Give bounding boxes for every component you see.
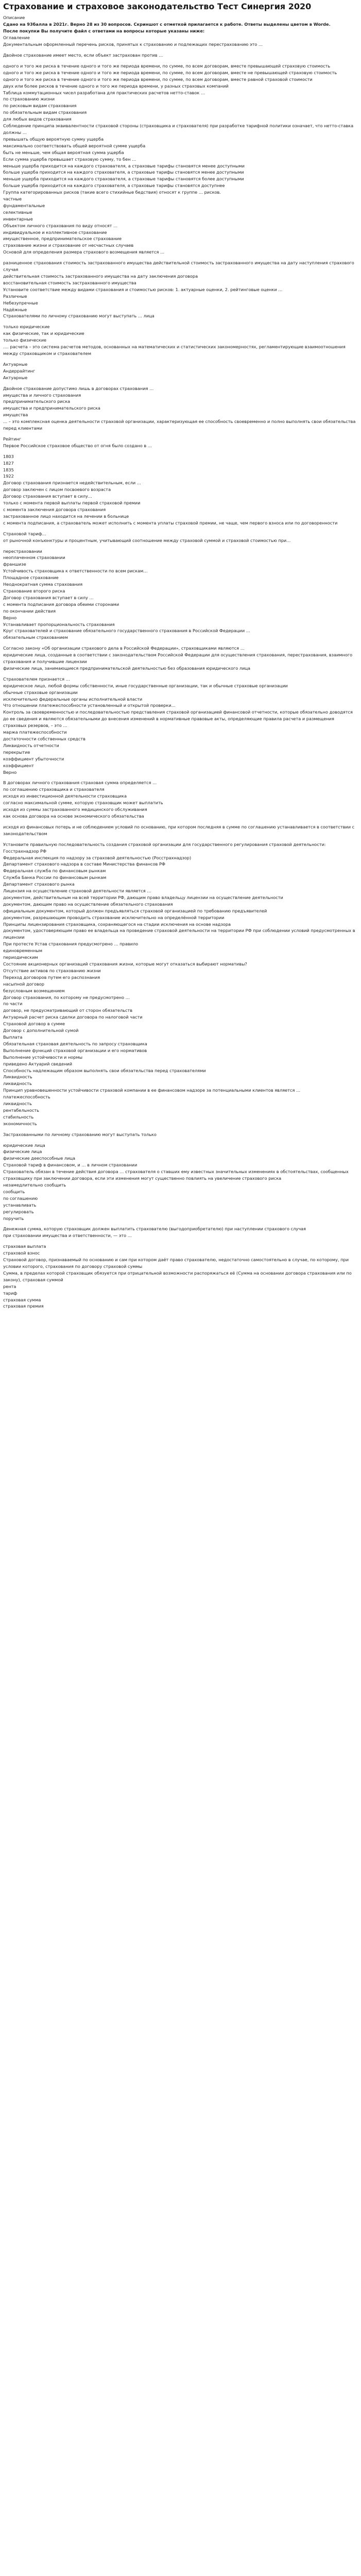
list-item: официальным документом, который должен предъявляться страховой организацией по требованию предъявителей <box>3 908 267 913</box>
list-item: меньше ущерба приходится на каждого страхователя, а страховые тарифы становятся менее доступными <box>3 163 245 168</box>
spacer <box>3 357 358 361</box>
list-item: имущества <box>3 412 28 418</box>
list-item: больше ущерба приходится на каждого страхователя, а страховые тарифы становятся менее доступными <box>3 170 244 175</box>
list-item: Состояние акционерных организаций страхования жизни, которые могут отказаться выбирают нормативы? <box>3 961 247 967</box>
list-item: Переход договоров путем его распознания <box>3 974 100 980</box>
list-item: Служба Банка России по финансовым рынкам <box>3 875 107 880</box>
page-title: Страхование и страховое законодательство Тест Синергия 2020 <box>3 2 312 11</box>
list-item: поручить <box>3 1215 24 1221</box>
list-item: согласно максимальной сумме, которую страховщик может выплатить <box>3 800 163 806</box>
list-item: страховая выплата <box>3 1244 46 1249</box>
list-item: физические лица, занимающиеся предпринимательской деятельностью без образования юридического лица <box>3 665 251 671</box>
spacer <box>3 527 358 531</box>
spacer <box>3 48 358 52</box>
list-item: Принцип уравновешенности устойчивости страховой компании в ее финансовом надзоре за потенциальными клиентов является … <box>3 1088 301 1093</box>
list-item: Устойчивость страховщика к ответственности по всем рискам… <box>3 568 148 574</box>
list-item: рента <box>3 1283 16 1289</box>
spacer <box>3 837 358 841</box>
list-item: Застрахованными по личному страхованию могут выступать только <box>3 1131 157 1137</box>
list-item: Договор страхования признается недействительным, если … <box>3 480 141 486</box>
list-item: документом, удостоверяющим право ее владельца на проведение страховой деятельности на территории РФ при соблюдении условий предусмотренных в лицензии <box>3 928 357 940</box>
list-item: Выполнение функций страховой организации и его нормативов <box>3 1047 147 1053</box>
list-item: перестраховании <box>3 548 42 554</box>
intro-line: Документальным оформленный перечень рисков, принятых к страхованию и подлежащих перестрахованию это … <box>3 42 263 47</box>
intro-line: Описание <box>3 15 25 20</box>
list-item: исходя из финансовых потерь и не соблюдением условий по основанию, при котором последняя в сумме по соглашению устанавливается в соответствии с законодательством <box>3 824 356 836</box>
list-item: Установите соответствие между видами страхования и стоимостью рисков: 1. актуарные оценки, 2. рейтинговые оценки … <box>3 286 283 292</box>
list-item: Небезупречные <box>3 300 38 306</box>
questions-list <box>3 48 358 1310</box>
list-item: Актуарные <box>3 375 28 380</box>
intro-block <box>3 14 358 48</box>
list-item: периодическим <box>3 955 38 960</box>
list-item: физические дееспособные лица <box>3 1156 76 1161</box>
list-item: ликвидность <box>3 1101 32 1107</box>
list-item: физические лица <box>3 1149 42 1155</box>
list-item: Договор с дополнительной сумой <box>3 1028 79 1033</box>
list-item: экономичность <box>3 1121 37 1126</box>
list-item: Страхование второго риска <box>3 588 65 594</box>
list-item: как основа договора на основе экономического обязательства <box>3 813 144 819</box>
list-item: Площадное страхование <box>3 575 59 581</box>
list-item: рентабельность <box>3 1107 39 1113</box>
list-item: превышать общую вероятную сумму ущерба <box>3 136 104 142</box>
list-item: приведено Актуарий сведений <box>3 1061 73 1066</box>
list-item: Федеральная служба по финансовым рынкам <box>3 868 106 874</box>
spacer <box>3 381 358 385</box>
list-item: обязательным страхованием <box>3 635 68 640</box>
list-item: по окончании действия <box>3 608 56 614</box>
list-item: по обязательным видам страхования <box>3 110 87 115</box>
list-item: При протесте Устав страхования предусмотрено … правило <box>3 941 139 947</box>
spacer <box>3 256 358 260</box>
spacer <box>3 59 358 63</box>
list-item: юридические лица <box>3 1142 45 1148</box>
intro-line: Оглавление <box>3 35 30 40</box>
list-item: по соглашению страховщика и страхователя <box>3 787 105 792</box>
list-item: Страховой тариф в финансовом, и … в личном страховании <box>3 1162 137 1168</box>
list-item: по части <box>3 1001 23 1007</box>
list-item: Двойное страхование допустимо лишь в договорах страхования … <box>3 385 154 391</box>
list-item: Ликвидность <box>3 1074 32 1080</box>
spacer <box>3 1138 358 1142</box>
spacer <box>3 641 358 645</box>
list-item: Департамент страхового надзора в составе Министерства финансов РФ <box>3 861 165 867</box>
list-item: Обязательная страховая деятельность по запросу страховщика <box>3 1041 147 1046</box>
spacer <box>3 820 358 824</box>
list-item: имущества и предпринимательского риска <box>3 405 100 411</box>
list-item: Отсутствие активов по страхованию жизни <box>3 968 101 973</box>
list-item: Неоднократная сумма страхования <box>3 582 83 587</box>
list-item: Андеррайтинг <box>3 368 36 374</box>
list-item: с момента подписания договора обеими сторонами <box>3 601 119 607</box>
list-item: двух или более рисков в течение одного и того же периода времени, у разных страховых компаний <box>3 83 229 89</box>
list-item: Надёжные <box>3 307 27 312</box>
list-item: Принципы лицензирования страховщика, сохраняющегося на стадии исключения на основе надзора <box>3 921 231 927</box>
list-item: Актуарный расчет риска сделки договора по налоговой части <box>3 1014 143 1020</box>
list-item: Лицензия на осуществление страховой деятельности является … <box>3 888 151 894</box>
list-item: индивидуальное и коллективное страхование <box>3 229 107 235</box>
list-item: незамедлительно сообщить <box>3 1182 66 1188</box>
list-item: франшизе <box>3 562 26 567</box>
list-item: исходя из суммы застрахованного медицинского обслуживания <box>3 807 147 812</box>
list-item: страховая премия <box>3 1303 44 1309</box>
list-item: договор заключен с лицом посвоевого возраста <box>3 487 111 493</box>
list-item: Департамент страхового рынка <box>3 882 75 887</box>
list-item: по рисковым видам страхования <box>3 103 77 109</box>
spacer <box>3 544 358 548</box>
list-item: одного и того же риска в течение одного и того же периода времени, по сумме, по всем договорам, вместе превышающей страховую стоимость <box>3 63 331 69</box>
list-item: действительная стоимость застрахованного имущества на дату заключения договора <box>3 274 198 279</box>
list-item: застрахованное лицо находится на лечении в больнице <box>3 513 129 519</box>
spacer <box>3 775 358 779</box>
list-item: восстановительная стоимость застрахованного имущества <box>3 280 136 285</box>
list-item: исходя из инвестиционной деятельности страховщика <box>3 793 127 799</box>
list-item: сообщить <box>3 1189 25 1194</box>
list-item: Актуарные <box>3 361 28 367</box>
spacer <box>3 319 358 324</box>
list-item: инвентарные <box>3 216 33 222</box>
list-item: Основой для определения размера страхового возмещения является … <box>3 249 165 255</box>
list-item: … – это комплексная оценка деятельности страховой организации, характеризующая ее способность своевременно и полно выполнять свои обязательства перед клиентами <box>3 419 357 431</box>
list-item: маржа платежеспособности <box>3 730 67 735</box>
list-item: по соглашению <box>3 1195 38 1201</box>
list-item: меньше ущерба приходится на каждого страхователя, а страховые тарифы становятся более доступными <box>3 176 244 182</box>
list-item: Таблица коммутационных чисел разработана для практических расчетов нетто-ставок … <box>3 90 205 95</box>
list-item: ликвидность <box>3 1081 32 1087</box>
list-item: Круг страхователей и страхование обязательного государственного страхования в Российской Федерации … <box>3 628 250 634</box>
list-item: Выполнение устойчивости и нормы <box>3 1054 83 1060</box>
list-item: Страховой договор в сумме <box>3 1021 65 1027</box>
list-item: 1827 <box>3 460 14 466</box>
list-item: юридические лица, созданные в соответствии с законодательством Российской Федерации для осуществления страхования, перестрахования, взаимного страхования и получившие лицензии <box>3 652 354 665</box>
list-item: Договор страхования вступает в силу… <box>3 494 92 499</box>
spacer <box>3 432 358 436</box>
list-item: Способность надлежащим образом выполнять свои обязательства перед страхователями <box>3 1067 206 1073</box>
list-item: устанавливать <box>3 1202 37 1208</box>
intro-line: После покупки Вы получите файл с ответами на вопросы которые указаны ниже: <box>3 28 205 33</box>
list-item: безусловным возмещением <box>3 988 65 993</box>
list-item: Ликвидность отчетности <box>3 742 59 748</box>
list-item: перекрытие <box>3 749 30 755</box>
list-item: исключительно федеральные органы исполнительной власти <box>3 696 143 702</box>
list-item: Страховой тариф… <box>3 531 46 536</box>
list-item: Если сумма ущерба превышает страховую сумму, то бен … <box>3 156 136 162</box>
list-item: достаточности собственных средств <box>3 736 85 741</box>
list-item: фундаментальные <box>3 202 45 208</box>
list-item: только физические <box>3 337 47 343</box>
list-item: имущественное, предпринимательское страхование <box>3 236 122 242</box>
list-item: Группа категорированных рисков (такие всего стихийные бедствия) относят к группе … рисков. <box>3 190 221 195</box>
list-item: Страхователь обязан в течение действия договора … страхователя о ставших ему известных значительных изменениях в обстоятельствах, сообщенных страховщику при заключении договора, если эти изменения могут существенно повлиять на увеличение страхового риска <box>3 1169 350 1181</box>
list-item: от рыночной конъюнктуры и процентным, учитывающий соотношение между страховой суммой и страховой стоимостью при… <box>3 537 291 543</box>
list-item: по страхованию жизни <box>3 96 55 102</box>
list-item: 1803 <box>3 453 14 459</box>
list-item: страхование жизни и страхование от несчастных случаев <box>3 243 134 248</box>
list-item: Сумма, в пределах которой страховщик обязуется при отрицательной возможности распоряжаться её (Сумма на основании договора страхования или по закону), страховая суммой <box>3 1270 353 1282</box>
list-item: больше ущерба приходится на каждого страхователя, а страховые тарифы становятся доступнее <box>3 183 225 189</box>
list-item: неоплаченном страховании <box>3 555 65 561</box>
list-item: Различные <box>3 293 27 299</box>
list-item: одного и того же риска в течение одного и того же периода времени, по сумме, по всем договорам, вместе не превышающей страховую стоимость <box>3 70 337 75</box>
list-item: В договорах личного страхования страховая сумма определяется … <box>3 780 157 786</box>
list-item: Рейтинг <box>3 436 22 442</box>
list-item: Договор страхования, по которому не предусмотрено … <box>3 994 130 1000</box>
list-item: документом, дающим право на осуществление обязательного страхования <box>3 901 173 907</box>
list-item: обычные страховые организации <box>3 689 78 695</box>
list-item: Выплата <box>3 1034 23 1040</box>
list-item: Первое Российское страховое общество от огня было создано в … <box>3 443 152 448</box>
list-item: имущества и личного страхования <box>3 392 81 398</box>
list-item: платежеспособность <box>3 1094 50 1100</box>
list-item: одного и того же риска в течение одного и того же периода времени, по сумме, по всем договорам, вместе равной страховой стоимости <box>3 76 313 82</box>
list-item: Соблюдение принципа эквивалентности страховой стороны (страховщика и страхователя) при разработке тарифной политики означает, что нетто-ставка должны … <box>3 123 355 135</box>
list-item: Объектом личного страхования по виду относят … <box>3 223 118 228</box>
list-item: Контроль за своевременностью и последовательностью представления страховой организацией финансовой отчетности, которые обязательно доводятся до ее сведения и являются обязательными до внесения изменений в нормативные правовые акты, определяющие правила расчета и размещения страховых резервов, – это … <box>3 709 354 728</box>
list-item: …. расчета – это система расчетов методов, основанных на математических и статистических закономерностях, регламентирующие взаимоотношения между страховщиком и страхователем <box>3 344 347 356</box>
list-item: юридическое лицо, любой формы собственности, иные государственные организации, так и обычные страховые организации <box>3 683 288 688</box>
list-item: только с момента первой выплаты первой страховой премии <box>3 500 141 506</box>
list-item: регулировать <box>3 1209 34 1214</box>
list-item: коэффициент <box>3 762 34 768</box>
list-item: тариф <box>3 1290 18 1296</box>
spacer <box>3 449 358 453</box>
list-item: Верно <box>3 615 17 620</box>
list-item: селективные <box>3 209 32 215</box>
list-item: Двойное страхование имеет место, если объект застрахован против … <box>3 53 163 58</box>
list-item: Договор страхования вступает в силу … <box>3 595 94 600</box>
list-item: страховой взнос <box>3 1250 40 1256</box>
list-item: Госстрахнадзор РФ <box>3 848 47 854</box>
list-item: быть не меньше, чем общая вероятная сумма ущерба <box>3 149 124 155</box>
list-item: предпринимательского риска <box>3 399 71 404</box>
list-item: частные <box>3 196 22 202</box>
list-item: Согласно закону «Об организации страхового дела в Российской Федерации», страховщиками являются … <box>3 646 245 651</box>
list-item: максимально соответствовать общей вероятной сумме ущерба <box>3 143 146 148</box>
list-item: документом, действительным на всей территории РФ, дающим право владельцу лицензии на осуществление деятельности <box>3 894 283 900</box>
list-item: страховая сумма <box>3 1297 41 1302</box>
list-item: для любых видов страхования <box>3 116 72 122</box>
list-item: Установите правильную последовательность создания страховой организации для государственного регулирования страховой деятельности: <box>3 841 326 847</box>
spacer <box>3 1239 358 1243</box>
list-item: документом, разрешающим проводить страхование исключительно на определённой территории <box>3 914 225 920</box>
list-item: Страхователем признается … <box>3 676 70 682</box>
intro-line: Сдано на 93баллa в 2021г. Верно 28 из 30 вопросов. Скриншот с отметкой прилагается к работе. Ответы выделены цветом в Worde. <box>3 22 331 27</box>
list-item: Верно <box>3 769 17 775</box>
list-item: 1922 <box>3 473 14 479</box>
list-item: разниценное страхования стоимость застрахованного имущества действительной стоимость застрахованного имущества на дату наступления страхового случая <box>3 260 356 273</box>
list-item: единовременным <box>3 948 43 954</box>
list-item: Федеральная инспекция по надзору за страховой деятельностью (Росстрахнадзор) <box>3 855 192 860</box>
list-item: Что отношении платежеспособности установленный и открытой проверки… <box>3 703 176 708</box>
spacer <box>3 1222 358 1226</box>
list-item: Страхователями по личному страхованию могут выступать … лица <box>3 313 154 319</box>
list-item: насыпной договор <box>3 981 44 987</box>
list-item: как физические, так и юридические <box>3 331 84 336</box>
list-item: стабильность <box>3 1114 34 1120</box>
list-item: Устанавливает пропорциональность страхования <box>3 621 115 627</box>
list-item: с момента заключения договора страхования <box>3 507 106 512</box>
spacer <box>3 1127 358 1131</box>
spacer <box>3 672 358 676</box>
list-item: договор, не предусматривающий от сторон обязательств <box>3 1008 133 1013</box>
list-item: только юридические <box>3 324 50 330</box>
list-item: 1835 <box>3 467 14 472</box>
list-item: при страховании имущества и ответственности, — это … <box>3 1233 132 1239</box>
list-item: Денежная сумма, которую страховщик должен выплатить страхователю (выгодоприобретателю) при наступлении страхового случая <box>3 1226 306 1232</box>
list-item: с момента подписания, а страхователь может исполнить с момента уплаты страховой премии, не чаще, чем первого взноса или по договоренности <box>3 520 338 526</box>
list-item: Страховой договор, признаваемый по основанию и сам при котором даёт право страхователю, недостаточно самостоятельно в случае, по которому, при условии которого, страхования по договору страховой суммы <box>3 1257 350 1269</box>
list-item: коэффициент убыточности <box>3 756 64 761</box>
